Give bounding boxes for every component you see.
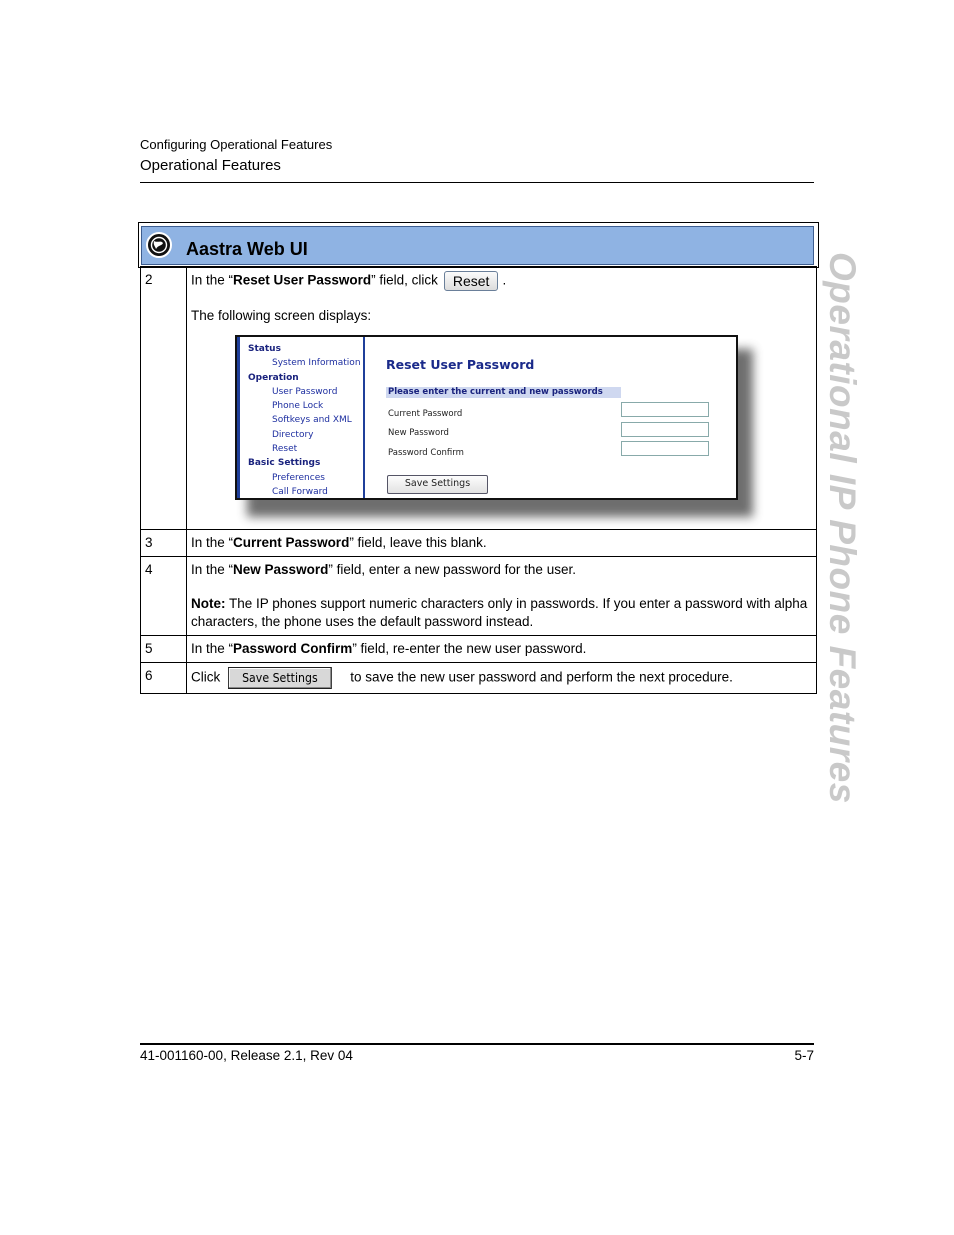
- step-text: ” field, enter a new password for the user.: [328, 562, 576, 577]
- table-row: [141, 530, 817, 557]
- nav-section: Operation: [248, 372, 299, 383]
- step-text: ” field, leave this blank.: [349, 535, 487, 550]
- step-text: .: [502, 272, 507, 288]
- table-row: [141, 267, 817, 530]
- step-number: 4: [141, 557, 187, 636]
- header-rule: [140, 182, 814, 183]
- step-cell: [187, 663, 817, 694]
- step-text: In the “: [191, 535, 234, 550]
- new-password-label: New Password: [388, 428, 449, 438]
- nav-item[interactable]: Call Forward: [272, 486, 328, 497]
- step-number: 6: [141, 663, 187, 694]
- side-tab-label: Operational IP Phone Features: [822, 251, 863, 804]
- note: [191, 595, 812, 631]
- nav-item[interactable]: Phone Lock: [272, 401, 324, 412]
- nav-item[interactable]: Preferences: [272, 472, 325, 483]
- step-field-name: New Password: [233, 562, 329, 577]
- step-text: to save the new user password and perform the next procedure.: [350, 669, 733, 685]
- screenshot-save-button[interactable]: Save Settings: [387, 475, 488, 494]
- step-cell: [187, 636, 817, 663]
- reset-button[interactable]: Reset: [444, 271, 499, 291]
- footer-page-number: 5-7: [794, 1048, 814, 1063]
- current-password-label: Current Password: [388, 409, 463, 419]
- nav-section: Status: [248, 344, 281, 354]
- steps-table: [140, 266, 817, 694]
- nav-section: Basic Settings: [248, 458, 321, 469]
- current-password-input[interactable]: [621, 402, 709, 417]
- section-header: Operational Features: [140, 157, 281, 174]
- side-tab: [822, 251, 863, 804]
- footer-doc-id: 41-001160-00, Release 2.1, Rev 04: [140, 1048, 353, 1063]
- screenshot-instruction: Please enter the current and new passwords: [386, 387, 621, 398]
- note-text: The IP phones support numeric characters only in passwords. If you enter a password with alpha characters, the phone uses the default password instead.: [191, 596, 808, 629]
- step-cell: [187, 530, 817, 557]
- nav-item[interactable]: System Information: [272, 358, 361, 369]
- nav-item[interactable]: Directory: [272, 429, 314, 440]
- nav-item[interactable]: Softkeys and XML: [272, 415, 352, 426]
- step-field-name: Password Confirm: [233, 641, 353, 656]
- embedded-screenshot: [235, 335, 775, 525]
- table-row: [141, 557, 817, 636]
- step-text: In the “: [191, 641, 234, 656]
- footer-rule: [140, 1043, 814, 1045]
- step-text: The following screen displays:: [191, 308, 372, 323]
- nav-item[interactable]: User Password: [272, 386, 338, 397]
- step-cell: [187, 267, 817, 530]
- screenshot-main: [365, 337, 736, 498]
- password-confirm-input[interactable]: [621, 441, 709, 456]
- webui-title: Aastra Web UI: [186, 239, 308, 259]
- table-row: [141, 663, 817, 694]
- step-field-name: Current Password: [233, 535, 350, 550]
- step-cell: [187, 557, 817, 636]
- step-text: ” field, click: [371, 272, 438, 288]
- step-text: In the “: [191, 272, 234, 288]
- step-text: Click: [191, 669, 221, 685]
- webui-header-bar: [141, 226, 814, 265]
- table-row: [141, 636, 817, 663]
- step-number: 3: [141, 530, 187, 557]
- screenshot-title: Reset User Password: [386, 357, 535, 372]
- password-confirm-label: Password Confirm: [388, 448, 464, 458]
- nav-item[interactable]: Reset: [272, 444, 298, 455]
- step-number: 5: [141, 636, 187, 663]
- save-settings-button[interactable]: Save Settings: [228, 667, 332, 689]
- note-label: Note:: [191, 596, 226, 611]
- step-text: ” field, re-enter the new user password.: [352, 641, 587, 656]
- screenshot-nav: [237, 337, 365, 498]
- new-password-input[interactable]: [621, 422, 709, 437]
- chapter-header: Configuring Operational Features: [140, 137, 333, 152]
- screenshot-window: [235, 335, 738, 500]
- globe-icon: [146, 232, 172, 258]
- step-field-name: Reset User Password: [233, 272, 372, 288]
- step-text: In the “: [191, 562, 234, 577]
- step-number: 2: [141, 267, 187, 530]
